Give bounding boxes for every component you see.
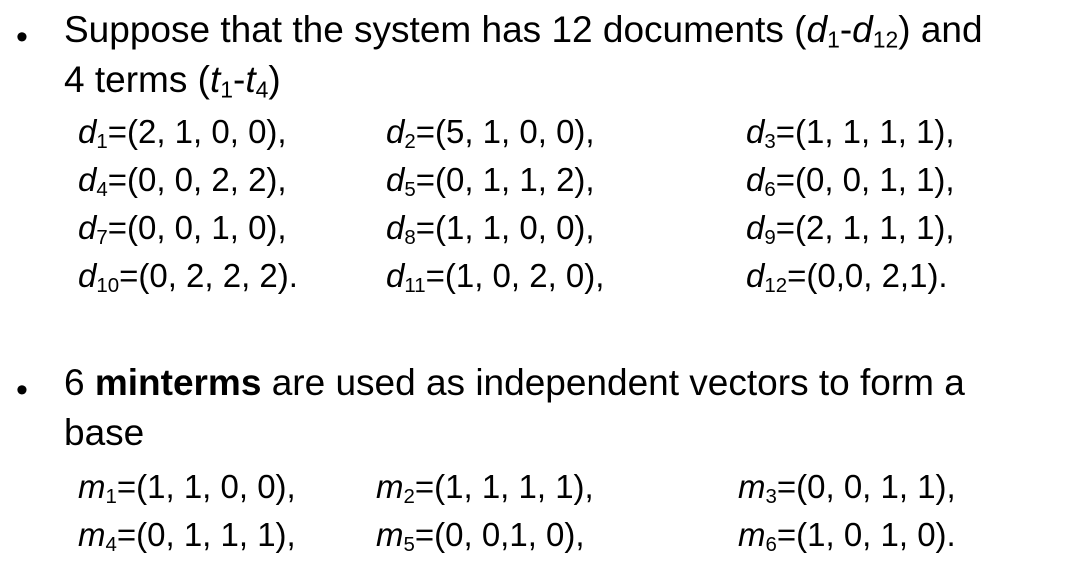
doc-vector-subscript: 9 [764,226,776,250]
doc-vector-value: =(0, 2, 2, 2). [119,257,298,294]
minterm-vector-label: m [376,516,404,553]
doc-vector-9 [746,206,955,250]
doc-vector-4 [78,158,287,202]
doc-vector-subscript: 3 [764,130,776,154]
doc-vector-label: d [78,113,97,150]
doc-vector-8 [386,206,595,250]
doc-vector-value: =(2, 1, 1, 1), [775,209,955,246]
minterm-line-1: 6 minterms are used as independent vectors to form a [64,362,965,403]
doc-vector-value: =(1, 0, 2, 0), [425,257,605,294]
doc-vector-label: d [78,257,97,294]
minterm-vector-subscript: 1 [105,485,117,509]
minterm-vector-label: m [78,516,106,553]
minterm-vector-value: =(1, 1, 0, 0), [116,468,296,505]
doc-vector-subscript: 12 [764,274,788,298]
minterm-vector-subscript: 2 [403,485,415,509]
doc-vector-value: =(0, 1, 1, 2), [415,161,595,198]
minterm-vector-label: m [376,468,404,505]
intro-line-2: 4 terms $(t_1-t_4)$ [64,59,281,103]
doc-vector-subscript: 1 [96,130,108,154]
intro-line-1: Suppose that the system has 12 documents $(d_1-d_{12})$ and [64,9,983,53]
doc-vector-label: d [386,257,405,294]
minterm-vector-value: =(1, 1, 1, 1), [414,468,594,505]
doc-vector-value: =(0,0, 2,1). [787,257,948,294]
doc-vector-label: d [386,161,405,198]
doc-vector-label: d [746,209,765,246]
minterm-vector-5 [376,513,585,557]
doc-vector-subscript: 11 [404,274,426,298]
doc-vector-value: =(0, 0, 2, 2), [107,161,287,198]
minterm-vector-value: =(0, 1, 1, 1), [116,516,296,553]
doc-vector-2 [386,110,595,154]
doc-vector-value: =(1, 1, 0, 0), [415,209,595,246]
minterm-vector-label: m [738,468,766,505]
minterm-vector-1 [78,465,296,509]
doc-vector-label: d [746,161,765,198]
minterm-vector-subscript: 3 [765,485,777,509]
doc-vector-label: d [746,113,765,150]
doc-vector-subscript: 6 [764,178,776,202]
doc-vector-6 [746,158,955,202]
minterm-vector-value: =(0, 0, 1, 1), [776,468,956,505]
doc-vector-value: =(2, 1, 0, 0), [107,113,287,150]
minterm-vector-subscript: 6 [765,533,777,557]
doc-vector-label: d [78,161,97,198]
doc-vector-label: d [746,257,765,294]
minterm-vector-4 [78,513,296,557]
minterm-vector-subscript: 5 [403,533,415,557]
doc-vector-subscript: 4 [96,178,108,202]
minterm-vector-2 [376,465,594,509]
minterm-vector-value: =(0, 0,1, 0), [414,516,585,553]
doc-vector-value: =(1, 1, 1, 1), [775,113,955,150]
doc-vector-7 [78,206,287,250]
doc-vector-12 [746,254,948,298]
doc-vector-label: d [386,209,405,246]
doc-vector-subscript: 7 [96,226,108,250]
doc-vector-label: d [78,209,97,246]
doc-vector-label: d [386,113,405,150]
doc-vector-10 [78,254,298,298]
bullet-2: • [16,371,28,409]
doc-vector-3 [746,110,955,154]
minterm-vector-3 [738,465,956,509]
doc-vector-5 [386,158,595,202]
doc-vector-11 [386,254,604,298]
doc-vector-value: =(0, 0, 1, 0), [107,209,287,246]
doc-vector-1 [78,110,287,154]
minterm-vector-6 [738,513,956,557]
doc-vector-value: =(5, 1, 0, 0), [415,113,595,150]
doc-vector-subscript: 5 [404,178,416,202]
bullet-1: • [16,18,28,56]
doc-vector-subscript: 10 [96,274,120,298]
doc-vector-subscript: 2 [404,130,416,154]
minterm-vector-subscript: 4 [105,533,117,557]
minterm-line-2: base [64,412,145,453]
doc-vector-value: =(0, 0, 1, 1), [775,161,955,198]
minterm-vector-label: m [738,516,766,553]
doc-vector-subscript: 8 [404,226,416,250]
minterm-vector-value: =(1, 0, 1, 0). [776,516,956,553]
minterm-vector-label: m [78,468,106,505]
